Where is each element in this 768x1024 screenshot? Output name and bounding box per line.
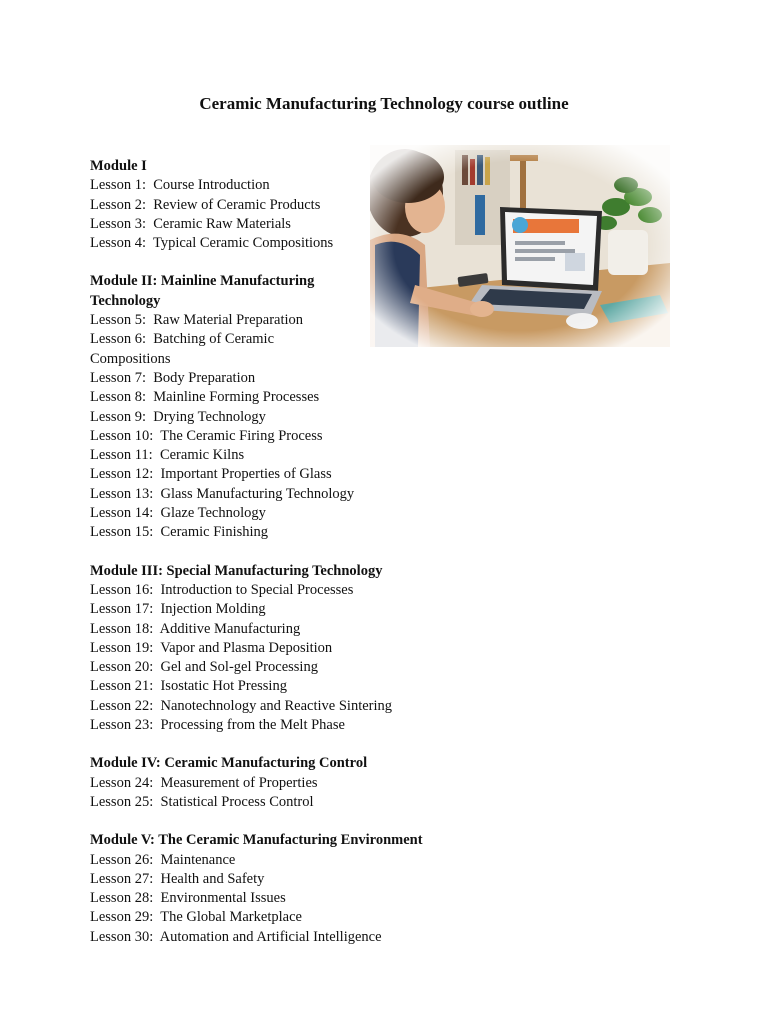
lesson-item: Lesson 6: Batching of Ceramic <box>90 331 275 348</box>
lesson-item: Lesson 5: Raw Material Preparation <box>90 312 304 329</box>
lesson-item: Lesson 9: Drying Technology <box>90 408 266 425</box>
module-section <box>90 831 510 947</box>
lesson-item: Lesson 17: Injection Molding <box>90 601 266 618</box>
lesson-item: Lesson 25: Statistical Process Control <box>90 793 314 810</box>
lesson-item: Lesson 23: Processing from the Melt Phase <box>90 717 345 734</box>
lesson-item: Compositions <box>90 350 171 367</box>
page-title: Ceramic Manufacturing Technology course outline <box>199 94 569 113</box>
lesson-item: Lesson 18: Additive Manufacturing <box>90 620 301 637</box>
lesson-item: Lesson 19: Vapor and Plasma Deposition <box>90 639 333 656</box>
module-section <box>90 754 510 812</box>
lesson-item: Lesson 22: Nanotechnology and Reactive Sintering <box>90 697 393 714</box>
lesson-item: Lesson 12: Important Properties of Glass <box>90 466 332 483</box>
lesson-item: Lesson 30: Automation and Artificial Intelligence <box>90 928 382 945</box>
module-heading: Module II: Mainline Manufacturing <box>90 273 315 290</box>
lesson-item: Lesson 24: Measurement of Properties <box>90 774 318 791</box>
lesson-item: Lesson 28: Environmental Issues <box>90 890 286 907</box>
lesson-item: Lesson 20: Gel and Sol-gel Processing <box>90 659 318 676</box>
module-section <box>90 562 510 736</box>
lesson-item: Lesson 8: Mainline Forming Processes <box>90 389 320 406</box>
lesson-item: Lesson 1: Course Introduction <box>90 177 270 194</box>
module-heading: Module V: The Ceramic Manufacturing Environment <box>90 832 423 849</box>
module-heading: Module IV: Ceramic Manufacturing Control <box>90 755 368 772</box>
module-heading: Technology <box>90 292 161 309</box>
lesson-item: Lesson 2: Review of Ceramic Products <box>90 196 321 213</box>
course-photo <box>370 145 670 347</box>
lesson-item: Lesson 27: Health and Safety <box>90 870 265 887</box>
lesson-item: Lesson 16: Introduction to Special Processes <box>90 581 354 598</box>
module-heading: Module III: Special Manufacturing Technology <box>90 562 383 579</box>
lesson-item: Lesson 29: The Global Marketplace <box>90 909 302 926</box>
module-heading: Module I <box>90 158 147 174</box>
lesson-item: Lesson 15: Ceramic Finishing <box>90 524 269 541</box>
lesson-item: Lesson 10: The Ceramic Firing Process <box>90 427 323 444</box>
lesson-item: Lesson 14: Glaze Technology <box>90 505 266 522</box>
lesson-item: Lesson 21: Isostatic Hot Pressing <box>90 678 287 695</box>
lesson-item: Lesson 13: Glass Manufacturing Technology <box>90 485 355 502</box>
lesson-item: Lesson 4: Typical Ceramic Compositions <box>90 235 334 252</box>
photo-illustration <box>370 145 670 347</box>
lesson-item: Lesson 11: Ceramic Kilns <box>90 447 245 464</box>
lesson-item: Lesson 3: Ceramic Raw Materials <box>90 215 291 232</box>
lesson-item: Lesson 26: Maintenance <box>90 851 236 868</box>
lesson-item: Lesson 7: Body Preparation <box>90 369 256 386</box>
